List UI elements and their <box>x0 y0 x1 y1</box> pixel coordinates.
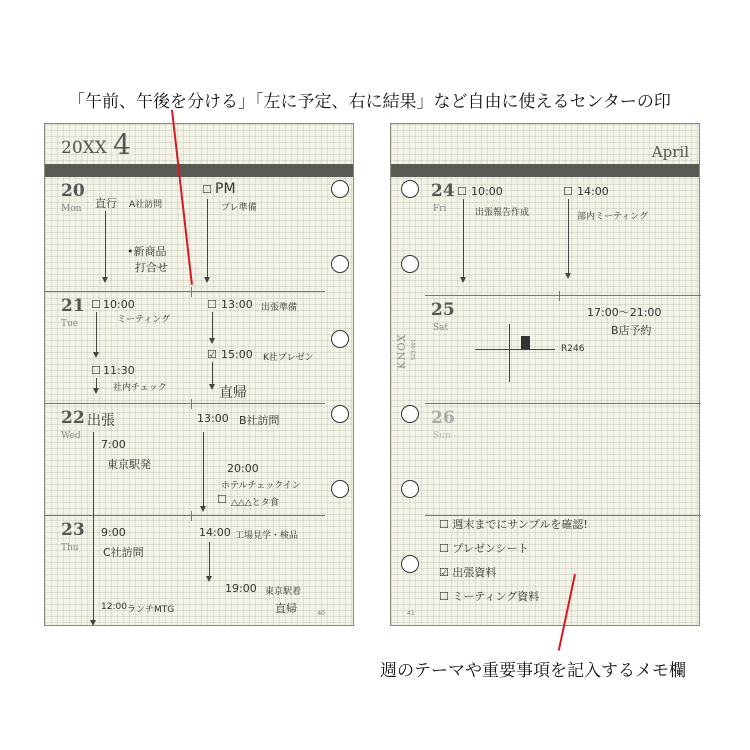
day-number: 20 <box>61 181 85 201</box>
note: ☐ <box>91 298 101 311</box>
caption-center-mark: 「午前、午後を分ける」「左に予定、右に結果」など自由に使えるセンターの印 <box>68 92 671 112</box>
binder-hole <box>331 330 349 348</box>
day-number: 26 <box>431 408 455 428</box>
day-number: 25 <box>431 300 455 320</box>
arrow-line <box>207 199 208 279</box>
note: 13:00 <box>221 298 253 311</box>
day-weekday: Thu <box>61 543 79 553</box>
note: 20:00 <box>227 462 259 475</box>
note: ☐ <box>202 183 212 196</box>
caption-memo-area: 週のテーマや重要事項を記入するメモ欄 <box>380 661 686 681</box>
note: 東京駅着 <box>265 587 302 597</box>
day-weekday: Fri <box>433 204 447 214</box>
day-weekday: Mon <box>61 204 82 214</box>
note: 9:00 <box>101 526 126 539</box>
binder-hole <box>331 480 349 498</box>
note: 7:00 <box>101 438 126 451</box>
year-label: 20XX <box>61 138 107 158</box>
header-bar <box>45 164 353 177</box>
center-mark <box>559 291 560 301</box>
binder-hole <box>401 180 419 198</box>
brand-logo: KNOX <box>397 333 408 369</box>
note: 15:00 <box>221 348 253 361</box>
day-weekday: Sun <box>433 431 451 441</box>
map-road <box>475 349 555 350</box>
day-row-21 <box>45 292 325 404</box>
note: ☑ <box>207 348 217 361</box>
day-weekday: Tue <box>61 319 79 329</box>
arrow-line <box>212 312 213 340</box>
center-mark <box>191 511 192 521</box>
note: ☐ <box>217 493 227 506</box>
note: ランチMTG <box>127 605 175 615</box>
page-number: 40 <box>317 610 325 617</box>
arrow-line <box>463 199 464 279</box>
note: A社訪問 <box>129 200 163 210</box>
memo-item: ☐ 週末までにサンプルを確認! <box>439 518 588 531</box>
note: ☐ <box>457 185 467 198</box>
day-row-22 <box>45 404 325 516</box>
note: •新商品 <box>127 245 167 258</box>
note: B社訪問 <box>239 414 280 427</box>
note: 11:30 <box>103 364 135 377</box>
memo-item: ☐ ミーティング資料 <box>439 590 540 603</box>
left-page-header <box>45 124 353 164</box>
arrow-line <box>209 542 210 578</box>
note: 直行 <box>95 197 117 210</box>
note: B店予約 <box>611 324 652 337</box>
arrow-line <box>212 362 213 386</box>
note: PM <box>215 181 236 197</box>
binder-hole <box>331 405 349 423</box>
day-weekday: Wed <box>61 431 81 441</box>
note: 17:00〜21:00 <box>587 306 662 319</box>
note: ☐ <box>207 298 217 311</box>
day-number: 23 <box>61 520 85 540</box>
note: ミーティング <box>117 315 171 325</box>
memo-item: ☑ 出張資料 <box>439 566 497 579</box>
day-number: 24 <box>431 181 455 201</box>
arrow-line <box>105 211 106 279</box>
note: 19:00 <box>225 582 257 595</box>
memo-area <box>431 516 691 616</box>
memo-item: ☐ プレゼンシート <box>439 542 529 555</box>
day-number: 22 <box>61 408 85 428</box>
product-code: 523-001 <box>411 339 417 360</box>
binder-hole <box>401 480 419 498</box>
right-page <box>390 123 700 626</box>
right-page-header <box>391 124 699 164</box>
month-number: 4 <box>113 128 131 161</box>
day-row-23 <box>45 516 325 626</box>
note: 12:00 <box>101 602 127 612</box>
map-building <box>521 336 530 349</box>
note: ホテルチェックイン <box>221 481 301 491</box>
note: 出張報告作成 <box>475 208 530 218</box>
note: 10:00 <box>103 298 135 311</box>
note: 打合せ <box>135 261 168 274</box>
note: C社訪問 <box>103 546 144 559</box>
note: ☐ <box>563 185 573 198</box>
day-weekday: Sat <box>433 323 449 333</box>
left-page <box>44 123 354 626</box>
note: 社内チェック <box>113 383 167 393</box>
binder-hole <box>401 405 419 423</box>
note: プレ準備 <box>221 203 257 213</box>
binder-hole <box>331 255 349 273</box>
note: R246 <box>561 344 585 354</box>
month-name: April <box>651 143 689 161</box>
arrow-line <box>568 199 569 275</box>
note: 13:00 <box>197 412 229 425</box>
note: 直帰 <box>219 385 247 401</box>
note: 14:00 <box>577 185 609 198</box>
day-row-24 <box>425 177 701 296</box>
arrow-line <box>203 432 204 508</box>
arrow-line <box>96 378 97 390</box>
note: △△△とタ食 <box>231 498 279 508</box>
note: 部内ミーティング <box>577 212 649 222</box>
binder-hole <box>401 555 419 573</box>
binder-hole <box>401 255 419 273</box>
header-bar <box>391 164 699 177</box>
day-row-26 <box>425 404 701 516</box>
note: 直帰 <box>275 602 297 615</box>
binder-hole <box>331 180 349 198</box>
day-row-25 <box>425 296 701 404</box>
day-number: 21 <box>61 296 85 316</box>
note: 工場見学・検品 <box>235 531 299 541</box>
arrow-line <box>96 312 97 354</box>
note: ☐ <box>91 364 101 377</box>
note: 出張 <box>87 413 115 429</box>
note: 出張準備 <box>261 303 298 313</box>
note: 14:00 <box>199 526 231 539</box>
note: 10:00 <box>471 185 503 198</box>
page-number: 41 <box>407 610 415 617</box>
note: 東京駅発 <box>107 458 151 471</box>
note: K社プレゼン <box>263 353 314 363</box>
map-road <box>509 324 510 382</box>
